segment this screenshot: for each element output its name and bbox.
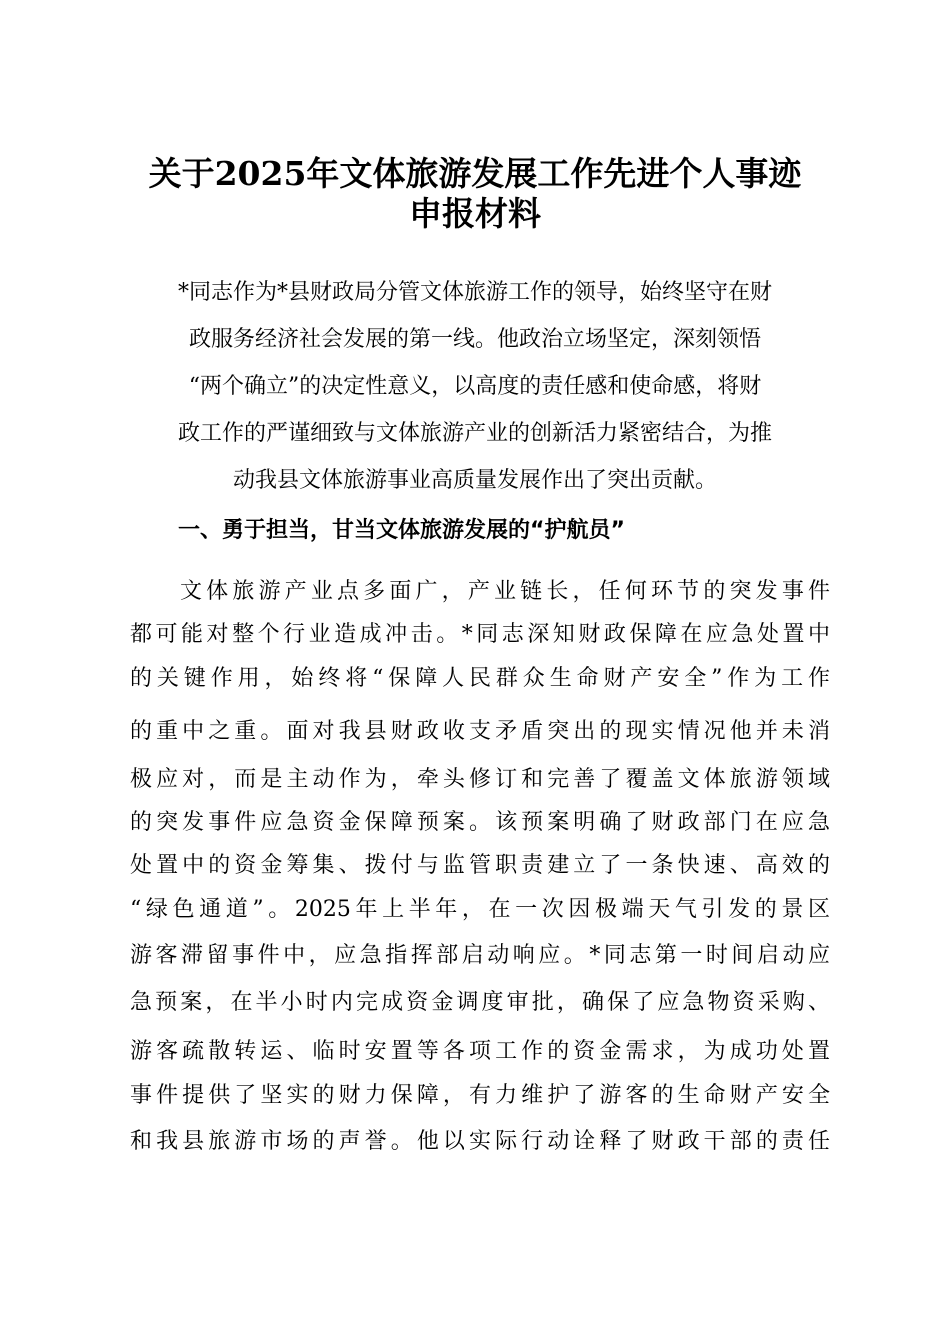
body-line: 和我县旅游市场的声誉。他以实际行动诠释了财政干部的责任 bbox=[130, 1129, 830, 1154]
document-title-line-1: 关于2025年文体旅游发展工作先进个人事迹 bbox=[148, 154, 802, 193]
body-line: 事件提供了坚实的财力保障，有力维护了游客的生命财产安全 bbox=[130, 1083, 830, 1108]
body-line: 游客滞留事件中，应急指挥部启动响应。*同志第一时间启动应 bbox=[130, 943, 830, 968]
body-line: 极应对，而是主动作为，牵头修订和完善了覆盖文体旅游领域 bbox=[130, 767, 830, 792]
document-title-line-2: 申报材料 bbox=[409, 194, 541, 233]
section-heading: 一、勇于担当，甘当文体旅游发展的“护航员” bbox=[178, 518, 625, 543]
body-line: 处置中的资金筹集、拨付与监管职责建立了一条快速、高效的 bbox=[130, 853, 830, 878]
intro-line-4: 政工作的严谨细致与文体旅游产业的创新活力紧密结合，为推 bbox=[177, 421, 772, 446]
body-line: 的重中之重。面对我县财政收支矛盾突出的现实情况他并未消 bbox=[130, 719, 830, 744]
body-line: 文体旅游产业点多面广，产业链长，任何环节的突发事件 bbox=[180, 579, 830, 604]
body-line: 的关键作用，始终将“保障人民群众生命财产安全”作为工作 bbox=[130, 666, 830, 691]
body-line: “绿色通道”。2025年上半年，在一次因极端天气引发的景区 bbox=[130, 897, 830, 922]
intro-line-1: *同志作为*县财政局分管文体旅游工作的领导，始终坚守在财 bbox=[177, 280, 772, 305]
intro-line-2: 政服务经济社会发展的第一线。他政治立场坚定，深刻领悟 bbox=[188, 327, 761, 352]
body-line: 急预案，在半小时内完成资金调度审批，确保了应急物资采购、 bbox=[130, 990, 830, 1015]
body-line: 都可能对整个行业造成冲击。*同志深知财政保障在应急处置中 bbox=[130, 622, 830, 647]
body-line: 的突发事件应急资金保障预案。该预案明确了财政部门在应急 bbox=[130, 810, 830, 835]
intro-line-5: 动我县文体旅游事业高质量发展作出了突出贡献。 bbox=[232, 468, 717, 493]
body-line: 游客疏散转运、临时安置等各项工作的资金需求，为成功处置 bbox=[130, 1039, 830, 1064]
intro-line-3: “两个确立”的决定性意义，以高度的责任感和使命感，将财 bbox=[188, 374, 762, 399]
